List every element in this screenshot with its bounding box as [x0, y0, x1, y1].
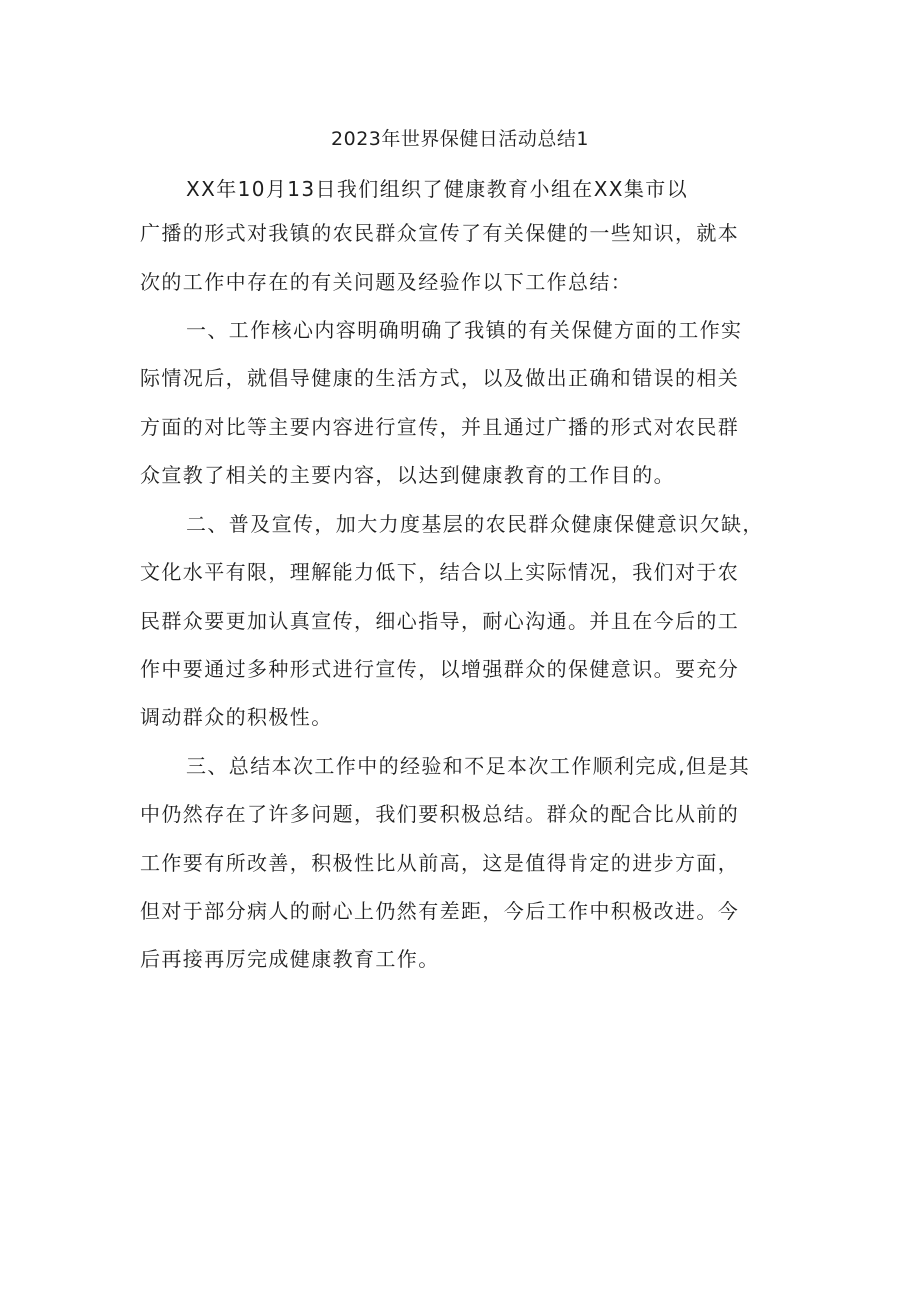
paragraph-3-line-3: 民群众要更加认真宣传，细心指导，耐心沟通。并且在今后的工	[140, 609, 740, 633]
paragraph-2-line-1: 一、工作核心内容明确明确了我镇的有关保健方面的工作实	[186, 318, 743, 342]
paragraph-2-line-3: 方面的对比等主要内容进行宣传，并且通过广播的形式对农民群	[140, 415, 740, 439]
paragraph-2-line-4: 众宣教了相关的主要内容，以达到健康教育的工作目的。	[140, 463, 675, 487]
paragraph-4-line-3: 工作要有所改善，积极性比从前高，这是值得肯定的进步方面，	[140, 851, 740, 875]
paragraph-4-line-4: 但对于部分病人的耐心上仍然有差距，今后工作中积极改进。今	[140, 899, 740, 923]
paragraph-3-line-4: 作中要通过多种形式进行宣传，以增强群众的保健意识。要充分	[140, 657, 740, 681]
paragraph-3-line-2: 文化水平有限，理解能力低下，结合以上实际情况，我们对于农	[140, 560, 740, 584]
paragraph-3-line-5: 调动群众的积极性。	[140, 705, 333, 729]
document-title: 2023年世界保健日活动总结1	[331, 128, 589, 150]
paragraph-1-line-2: 广播的形式对我镇的农民群众宣传了有关保健的一些知识，就本	[140, 221, 740, 245]
paragraph-1-line-1: XX年10月13日我们组织了健康教育小组在XX集市以	[186, 177, 689, 201]
paragraph-2-line-2: 际情况后，就倡导健康的生活方式，以及做出正确和错误的相关	[140, 366, 740, 390]
paragraph-4-line-1: 三、总结本次工作中的经验和不足本次工作顺利完成,但是其	[186, 754, 751, 778]
paragraph-4-line-5: 后再接再厉完成健康教育工作。	[140, 947, 440, 971]
paragraph-3-line-1: 二、普及宣传，加大力度基层的农民群众健康保健意识欠缺，	[186, 512, 764, 536]
paragraph-1-line-3: 次的工作中存在的有关问题及经验作以下工作总结：	[140, 270, 633, 294]
paragraph-4-line-2: 中仍然存在了许多问题，我们要积极总结。群众的配合比从前的	[140, 802, 740, 826]
